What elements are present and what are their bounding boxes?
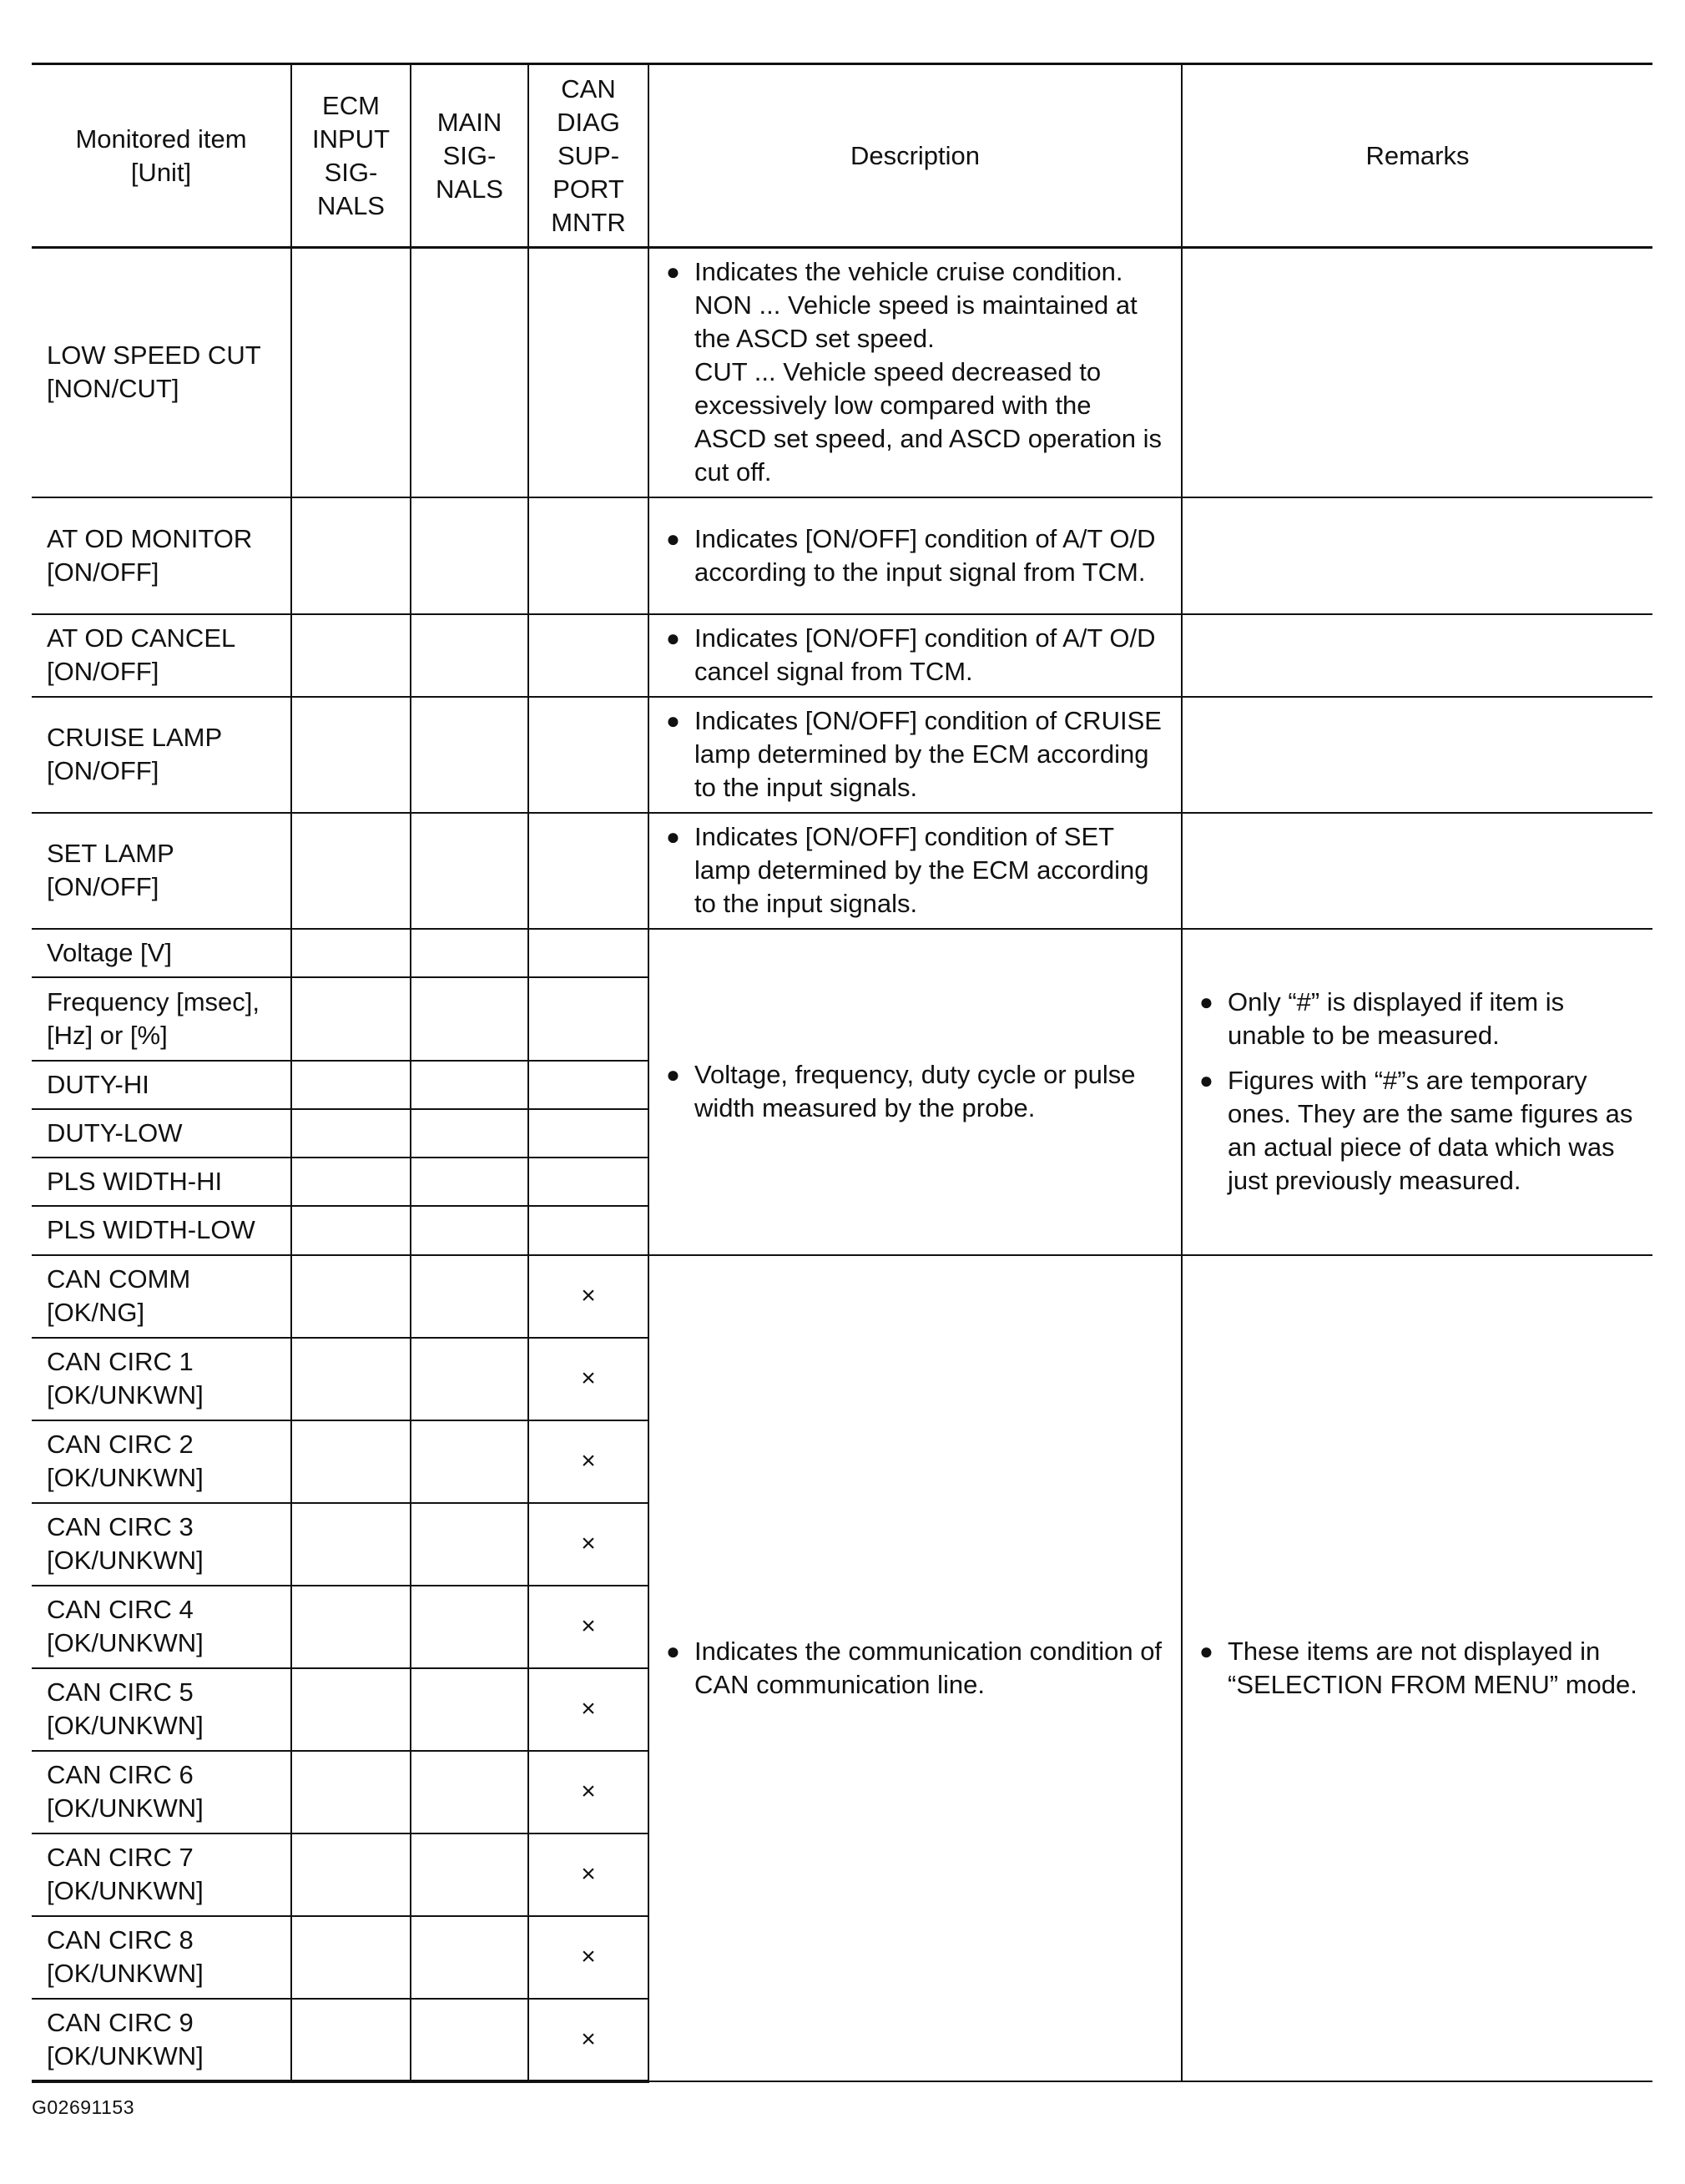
ecm-input-cell	[291, 977, 411, 1061]
remark-text: Figures with “#”s are temporary ones. They are the same figures as an actual piece of data which was just previously measured.	[1228, 1066, 1633, 1195]
row-item: LOW SPEED CUT [NON/CUT]	[32, 248, 291, 497]
can-diag-cell	[528, 977, 648, 1061]
main-signals-cell	[411, 248, 528, 497]
header-main-signals: MAIN SIG- NALS	[411, 64, 528, 248]
main-signals-cell	[411, 929, 528, 977]
description-text: Indicates the communication condition of CAN communication line.	[694, 1636, 1163, 1699]
can-diag-cell	[528, 1109, 648, 1158]
header-description: Description	[648, 64, 1182, 248]
row-item: CAN CIRC 9 [OK/UNKWN]	[32, 1999, 291, 2081]
table-row	[32, 929, 1652, 977]
ecm-input-cell	[291, 614, 411, 697]
ecm-input-cell	[291, 1751, 411, 1833]
can-diag-cell	[528, 697, 648, 813]
ecm-input-cell	[291, 497, 411, 614]
monitor-item-table	[32, 63, 1652, 2083]
header-monitored-item: Monitored item [Unit]	[32, 64, 291, 248]
main-signals-cell	[411, 1503, 528, 1586]
ecm-input-cell	[291, 929, 411, 977]
can-diag-cell	[528, 248, 648, 497]
row-item: Voltage [V]	[32, 929, 291, 977]
row-remarks	[1182, 248, 1652, 497]
main-signals-cell	[411, 1999, 528, 2081]
can-diag-cell	[528, 497, 648, 614]
main-signals-cell	[411, 497, 528, 614]
can-diag-cell	[528, 614, 648, 697]
table-row	[32, 248, 1652, 497]
main-signals-cell	[411, 697, 528, 813]
main-signals-cell	[411, 1833, 528, 1916]
description-text: Indicates the vehicle cruise condition. NON ... Vehicle speed is maintained at the ASCD set speed. CUT ... Vehicle speed decreased to excessively low compared with the ASCD set speed, and ASCD operation is cut off.	[694, 257, 1163, 487]
table-row	[32, 1255, 1652, 1338]
ecm-input-cell	[291, 1833, 411, 1916]
row-item: PLS WIDTH-HI	[32, 1158, 291, 1206]
can-diag-cell	[528, 1158, 648, 1206]
bullet-icon: ●	[666, 525, 680, 552]
can-diag-mark: ×	[528, 1916, 648, 1999]
ecm-input-cell	[291, 1586, 411, 1668]
main-signals-cell	[411, 1586, 528, 1668]
can-diag-mark: ×	[528, 1586, 648, 1668]
main-signals-cell	[411, 977, 528, 1061]
description-text: Voltage, frequency, duty cycle or pulse width measured by the probe.	[694, 1060, 1136, 1122]
row-item: CAN CIRC 8 [OK/UNKWN]	[32, 1916, 291, 1999]
can-diag-mark: ×	[528, 1420, 648, 1503]
ecm-input-cell	[291, 813, 411, 929]
row-description	[648, 497, 1182, 614]
probe-group-description	[648, 929, 1182, 1255]
row-item: DUTY-LOW	[32, 1109, 291, 1158]
description-text: Indicates [ON/OFF] condition of A/T O/D according to the input signal from TCM.	[694, 523, 1156, 587]
row-item: DUTY-HI	[32, 1061, 291, 1109]
can-group-remarks	[1182, 1255, 1652, 2081]
bullet-icon: ●	[666, 824, 680, 850]
can-diag-mark: ×	[528, 1833, 648, 1916]
row-item: CAN COMM [OK/NG]	[32, 1255, 291, 1338]
can-diag-mark: ×	[528, 1338, 648, 1420]
table-row	[32, 813, 1652, 929]
ecm-input-cell	[291, 697, 411, 813]
bullet-icon: ●	[666, 259, 680, 285]
row-item: CAN CIRC 2 [OK/UNKWN]	[32, 1420, 291, 1503]
description-text: Indicates [ON/OFF] condition of SET lamp determined by the ECM according to the input signals.	[694, 822, 1149, 918]
ecm-input-cell	[291, 1158, 411, 1206]
main-signals-cell	[411, 1206, 528, 1255]
bullet-icon: ●	[666, 625, 680, 651]
ecm-input-cell	[291, 1668, 411, 1751]
ecm-input-cell	[291, 1109, 411, 1158]
remark-text: These items are not displayed in “SELECTION FROM MENU” mode.	[1228, 1636, 1637, 1699]
can-diag-mark: ×	[528, 1503, 648, 1586]
row-description	[648, 614, 1182, 697]
table-row	[32, 497, 1652, 614]
row-item: CAN CIRC 7 [OK/UNKWN]	[32, 1833, 291, 1916]
bullet-icon: ●	[666, 1637, 680, 1664]
can-diag-cell	[528, 813, 648, 929]
row-description	[648, 697, 1182, 813]
bullet-icon: ●	[666, 708, 680, 734]
main-signals-cell	[411, 1109, 528, 1158]
row-remarks	[1182, 697, 1652, 813]
description-text: Indicates [ON/OFF] condition of A/T O/D cancel signal from TCM.	[694, 623, 1156, 686]
row-item: AT OD MONITOR [ON/OFF]	[32, 497, 291, 614]
ecm-input-cell	[291, 1916, 411, 1999]
row-item: PLS WIDTH-LOW	[32, 1206, 291, 1255]
row-remarks	[1182, 614, 1652, 697]
row-item: CAN CIRC 3 [OK/UNKWN]	[32, 1503, 291, 1586]
row-item: CAN CIRC 5 [OK/UNKWN]	[32, 1668, 291, 1751]
can-diag-mark: ×	[528, 1999, 648, 2081]
main-signals-cell	[411, 1420, 528, 1503]
row-item: CAN CIRC 4 [OK/UNKWN]	[32, 1586, 291, 1668]
main-signals-cell	[411, 1158, 528, 1206]
header-ecm-input-signals: ECM INPUT SIG- NALS	[291, 64, 411, 248]
main-signals-cell	[411, 1668, 528, 1751]
row-item: CAN CIRC 6 [OK/UNKWN]	[32, 1751, 291, 1833]
ecm-input-cell	[291, 1206, 411, 1255]
ecm-input-cell	[291, 1420, 411, 1503]
row-item: CRUISE LAMP [ON/OFF]	[32, 697, 291, 813]
can-diag-cell	[528, 1206, 648, 1255]
row-description	[648, 813, 1182, 929]
ecm-input-cell	[291, 1255, 411, 1338]
main-signals-cell	[411, 614, 528, 697]
table-row	[32, 614, 1652, 697]
table-header-row	[32, 64, 1652, 248]
row-remarks	[1182, 813, 1652, 929]
bullet-icon: ●	[1199, 1637, 1213, 1664]
main-signals-cell	[411, 1916, 528, 1999]
header-can-diag-support-mntr: CAN DIAG SUP- PORT MNTR	[528, 64, 648, 248]
main-signals-cell	[411, 1061, 528, 1109]
table-row	[32, 697, 1652, 813]
row-description	[648, 248, 1182, 497]
ecm-input-cell	[291, 1999, 411, 2081]
row-item: AT OD CANCEL [ON/OFF]	[32, 614, 291, 697]
row-item: Frequency [msec], [Hz] or [%]	[32, 977, 291, 1061]
main-signals-cell	[411, 1338, 528, 1420]
ecm-input-cell	[291, 248, 411, 497]
bullet-icon: ●	[666, 1062, 680, 1087]
can-diag-mark: ×	[528, 1751, 648, 1833]
figure-id: G02691153	[32, 2096, 135, 2118]
can-diag-mark: ×	[528, 1255, 648, 1338]
ecm-input-cell	[291, 1338, 411, 1420]
row-item: SET LAMP [ON/OFF]	[32, 813, 291, 929]
row-item: CAN CIRC 1 [OK/UNKWN]	[32, 1338, 291, 1420]
ecm-input-cell	[291, 1061, 411, 1109]
main-signals-cell	[411, 1751, 528, 1833]
remark-text: Only “#” is displayed if item is unable to be measured.	[1228, 987, 1565, 1050]
ecm-input-cell	[291, 1503, 411, 1586]
header-remarks: Remarks	[1182, 64, 1652, 248]
can-group-description	[648, 1255, 1182, 2081]
main-signals-cell	[411, 813, 528, 929]
description-text: Indicates [ON/OFF] condition of CRUISE lamp determined by the ECM according to the input signals.	[694, 706, 1162, 802]
row-remarks	[1182, 497, 1652, 614]
bullet-icon: ●	[1199, 1067, 1213, 1093]
can-diag-cell	[528, 929, 648, 977]
probe-group-remarks	[1182, 929, 1652, 1255]
can-diag-cell	[528, 1061, 648, 1109]
bullet-icon: ●	[1199, 989, 1213, 1015]
can-diag-mark: ×	[528, 1668, 648, 1751]
main-signals-cell	[411, 1255, 528, 1338]
